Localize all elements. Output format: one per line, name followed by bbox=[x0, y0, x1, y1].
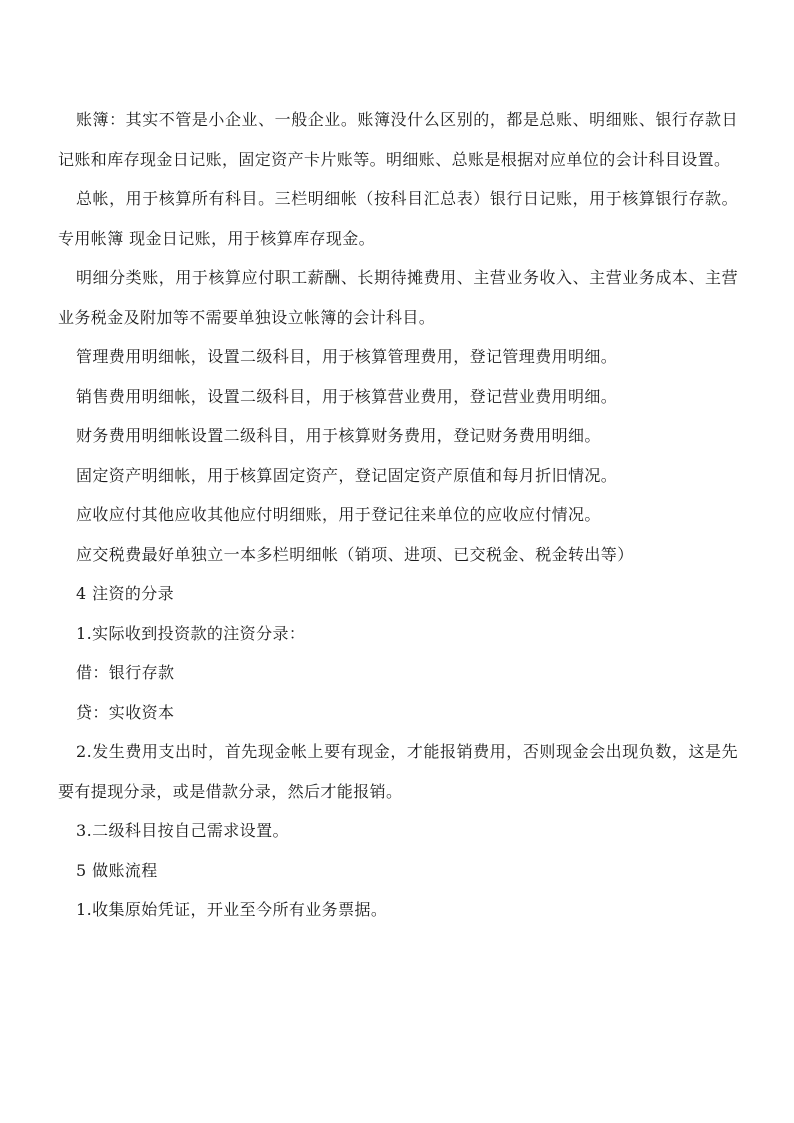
paragraph-subsidiary-ledger: 明细分类账，用于核算应付职工薪酬、长期待摊费用、主营业务收入、主营业务成本、主营业务税金及附加等不需要单独设立帐簿的会计科目。 bbox=[58, 268, 738, 327]
list-item-collect-vouchers: 1.收集原始凭证，开业至今所有业务票据。 bbox=[76, 900, 388, 919]
section-heading-capital-entries: 4 注资的分录 bbox=[76, 584, 175, 603]
paragraph-admin-expense: 管理费用明细帐，设置二级科目，用于核算管理费用，登记管理费用明细。 bbox=[76, 347, 618, 366]
paragraph-ledgers-overview: 账簿：其实不管是小企业、一般企业。账簿没什么区别的，都是总账、明细账、银行存款日记账和库存现金日记账，固定资产卡片账等。明细账、总账是根据对应单位的会计科目设置。 bbox=[58, 110, 738, 169]
list-item-secondary-accounts: 3.二级科目按自己需求设置。 bbox=[76, 821, 289, 840]
list-item-capital-received: 1.实际收到投资款的注资分录： bbox=[76, 623, 306, 643]
paragraph-fixed-assets: 固定资产明细帐，用于核算固定资产，登记固定资产原值和每月折旧情况。 bbox=[76, 465, 618, 485]
paragraph-taxes-payable: 应交税费最好单独立一本多栏明细帐（销项、进项、已交税金、税金转出等） bbox=[76, 544, 634, 564]
section-heading-bookkeeping-process: 5 做账流程 bbox=[76, 860, 158, 880]
document-body bbox=[58, 100, 738, 930]
paragraph-receivables-payables: 应收应付其他应收其他应付明细账，用于登记往来单位的应收应付情况。 bbox=[76, 505, 601, 524]
paragraph-general-ledger: 总帐，用于核算所有科目。三栏明细帐（按科目汇总表）银行日记账，用于核算银行存款。专用帐簿 现金日记账，用于核算库存现金。 bbox=[58, 189, 738, 248]
paragraph-finance-expense: 财务费用明细帐设置二级科目，用于核算财务费用，登记财务费用明细。 bbox=[76, 426, 601, 445]
entry-credit-paid-in-capital: 贷：实收资本 bbox=[76, 702, 175, 722]
paragraph-sales-expense: 销售费用明细帐，设置二级科目，用于核算营业费用，登记营业费用明细。 bbox=[76, 386, 618, 406]
list-item-expense-payment: 2.发生费用支出时，首先现金帐上要有现金，才能报销费用，否则现金会出现负数，这是先要有提现分录，或是借款分录，然后才能报销。 bbox=[58, 742, 738, 801]
entry-debit-bank-deposit: 借：银行存款 bbox=[76, 663, 175, 682]
